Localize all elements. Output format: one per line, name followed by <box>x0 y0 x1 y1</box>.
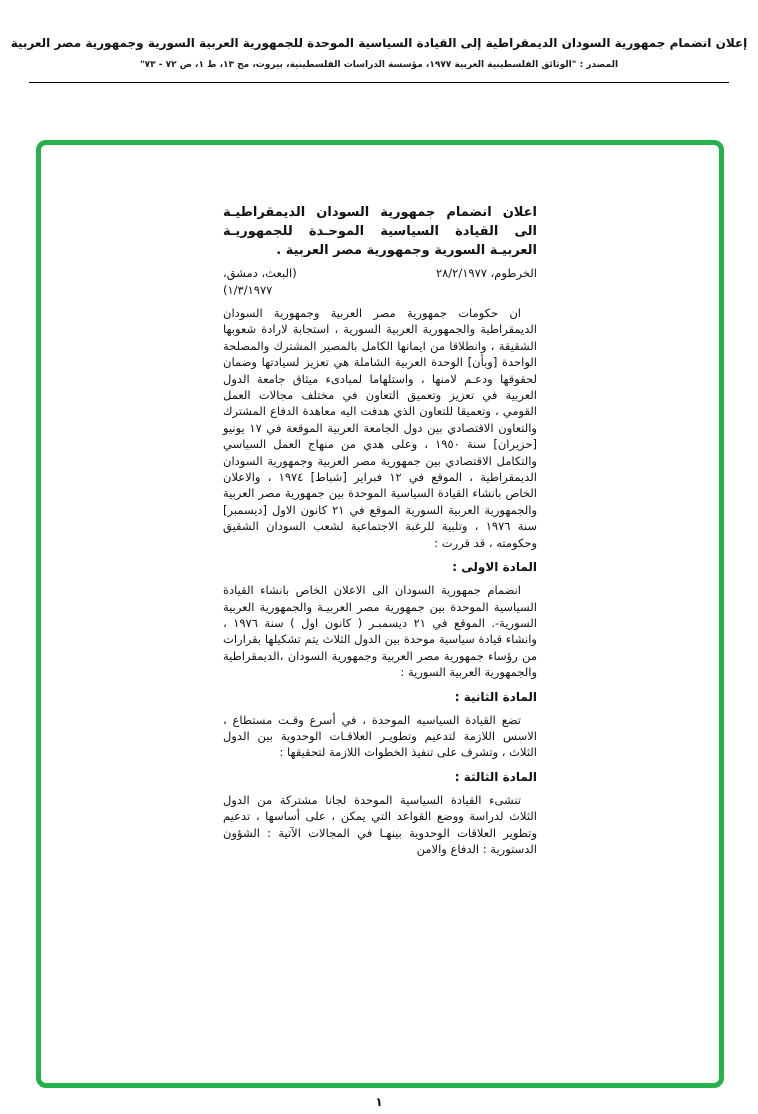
header-divider <box>29 82 729 83</box>
dateline-publication: (البعث، دمشق، ١/٣/١٩٧٧) <box>223 266 297 297</box>
page-number: ١ <box>375 1095 383 1109</box>
section-heading-article-2: المادة الثانية : <box>454 689 537 704</box>
section-body-article-1: انضمام جمهورية السودان الى الاعلان الخاص بانشاء القيادة السياسية الموحدة بين جمهورية مصر العربيـة والجمهورية العربية السورية-. الموقع في ٢١ ديسمبـر ( كانون اول ) سنة ١٩٧٦ ، وانشاء قيادة سياسية موحدة بين الدول الثلاث يتم تشكيلها بقرارات من رؤساء جمهورية مصر العربية وجمهورية السودان ،الديمقراطية والجمهورية العربية السورية : <box>223 583 537 680</box>
preamble-paragraph: ان حكومات جمهورية مصر العربية وجمهورية السودان الديمقراطية والجمهورية العربية السورية ، استجابة لارادة شعوبها الشقيقة ، وانطلاقا من ايمانها الكامل بالمصير المشترك والمصلحة الواحدة [وبأن] الوحدة العربية الشاملة هي تعزيز لسيادتها وضمان لحقوقها ودعـم لامنها ، واستلهاما لمبادىء ميثاق جامعة الدول العربية في تعزيز وتعميق التعاون في مختلف مجالات العمل القومي ، وتعميقا للتعاون الذي هدفت اليه معاهدة الدفاع المشترك والتعاون الاقتصادي بين دول الجامعة العربية الموقعة في ١٧ يونيو [حزيران] سنة ١٩٥٠ ، وعلى هدي من منهاج العمل السياسي والتكامل الاقتصادي بين جمهورية مصر العربية وجمهورية السودان الديمقراطية ، الموقع في ١٢ فبراير [شباط] ١٩٧٤ ، والاعلان الخاص بانشاء القيادة السياسية الموحدة بين جمهورية مصر العربية والجمهورية العربية السورية الموقع في ٢١ كانون الاول [ديسمبر] سنة ١٩٧٦ ، وتلبية للرغبة الاجتماعية لشعب السودان الشقيق وحكومته ، قد قررت : <box>223 306 537 550</box>
section-heading-article-3: المادة الثالثة : <box>454 769 537 784</box>
document-title: اعلان انضمام جمهورية السودان الديمقراطيـة الى القيادة السياسية الموحـدة للجمهوريـة العربيـة السورية وجمهورية مصر العربية . <box>223 205 537 258</box>
document-body <box>223 203 537 857</box>
page-header <box>0 36 758 83</box>
dateline-location: الخرطوم، ٢٨/٢/١٩٧٧ <box>435 266 537 280</box>
document-page <box>0 36 758 1114</box>
section-body-article-3: تنشىء القيادة السياسية الموحدة لجانا مشتركة من الدول الثلاث لدراسة ووضع القواعد التي يمكن ، على أساسها ، تدعيم وتطوير العلاقات الوحدوية بينهـا في المجالات الآتية : الشؤون الدستورية : الدفاع والامن <box>223 792 537 856</box>
section-body-article-2: تضع القيادة السياسيه الموحدة ، في أسرع وقـت مستطاع ، الاسس اللازمة لتدعيم وتطويـر العلاقـات الوحدوية بين الدول الثلاث ، وتشرف على تنفيذ الخطوات اللازمة لتحقيقها : <box>223 712 537 760</box>
document-frame <box>36 140 724 1088</box>
source-line: المصدر : "الوثائق الفلسطينية العربية ١٩٧٧، مؤسسة الدراسات الفلسطينية، بيروت، مج ١٣، ط ١، ص ٧٢ - ٧٣" <box>139 60 619 70</box>
header-title: إعلان انضمام جمهورية السودان الديمقراطية إلى القيادة السياسية الموحدة للجمهورية العربية السورية وجمهورية مصر العربية <box>10 36 748 50</box>
dateline <box>223 265 537 299</box>
section-heading-article-1: المادة الاولى : <box>452 560 537 575</box>
